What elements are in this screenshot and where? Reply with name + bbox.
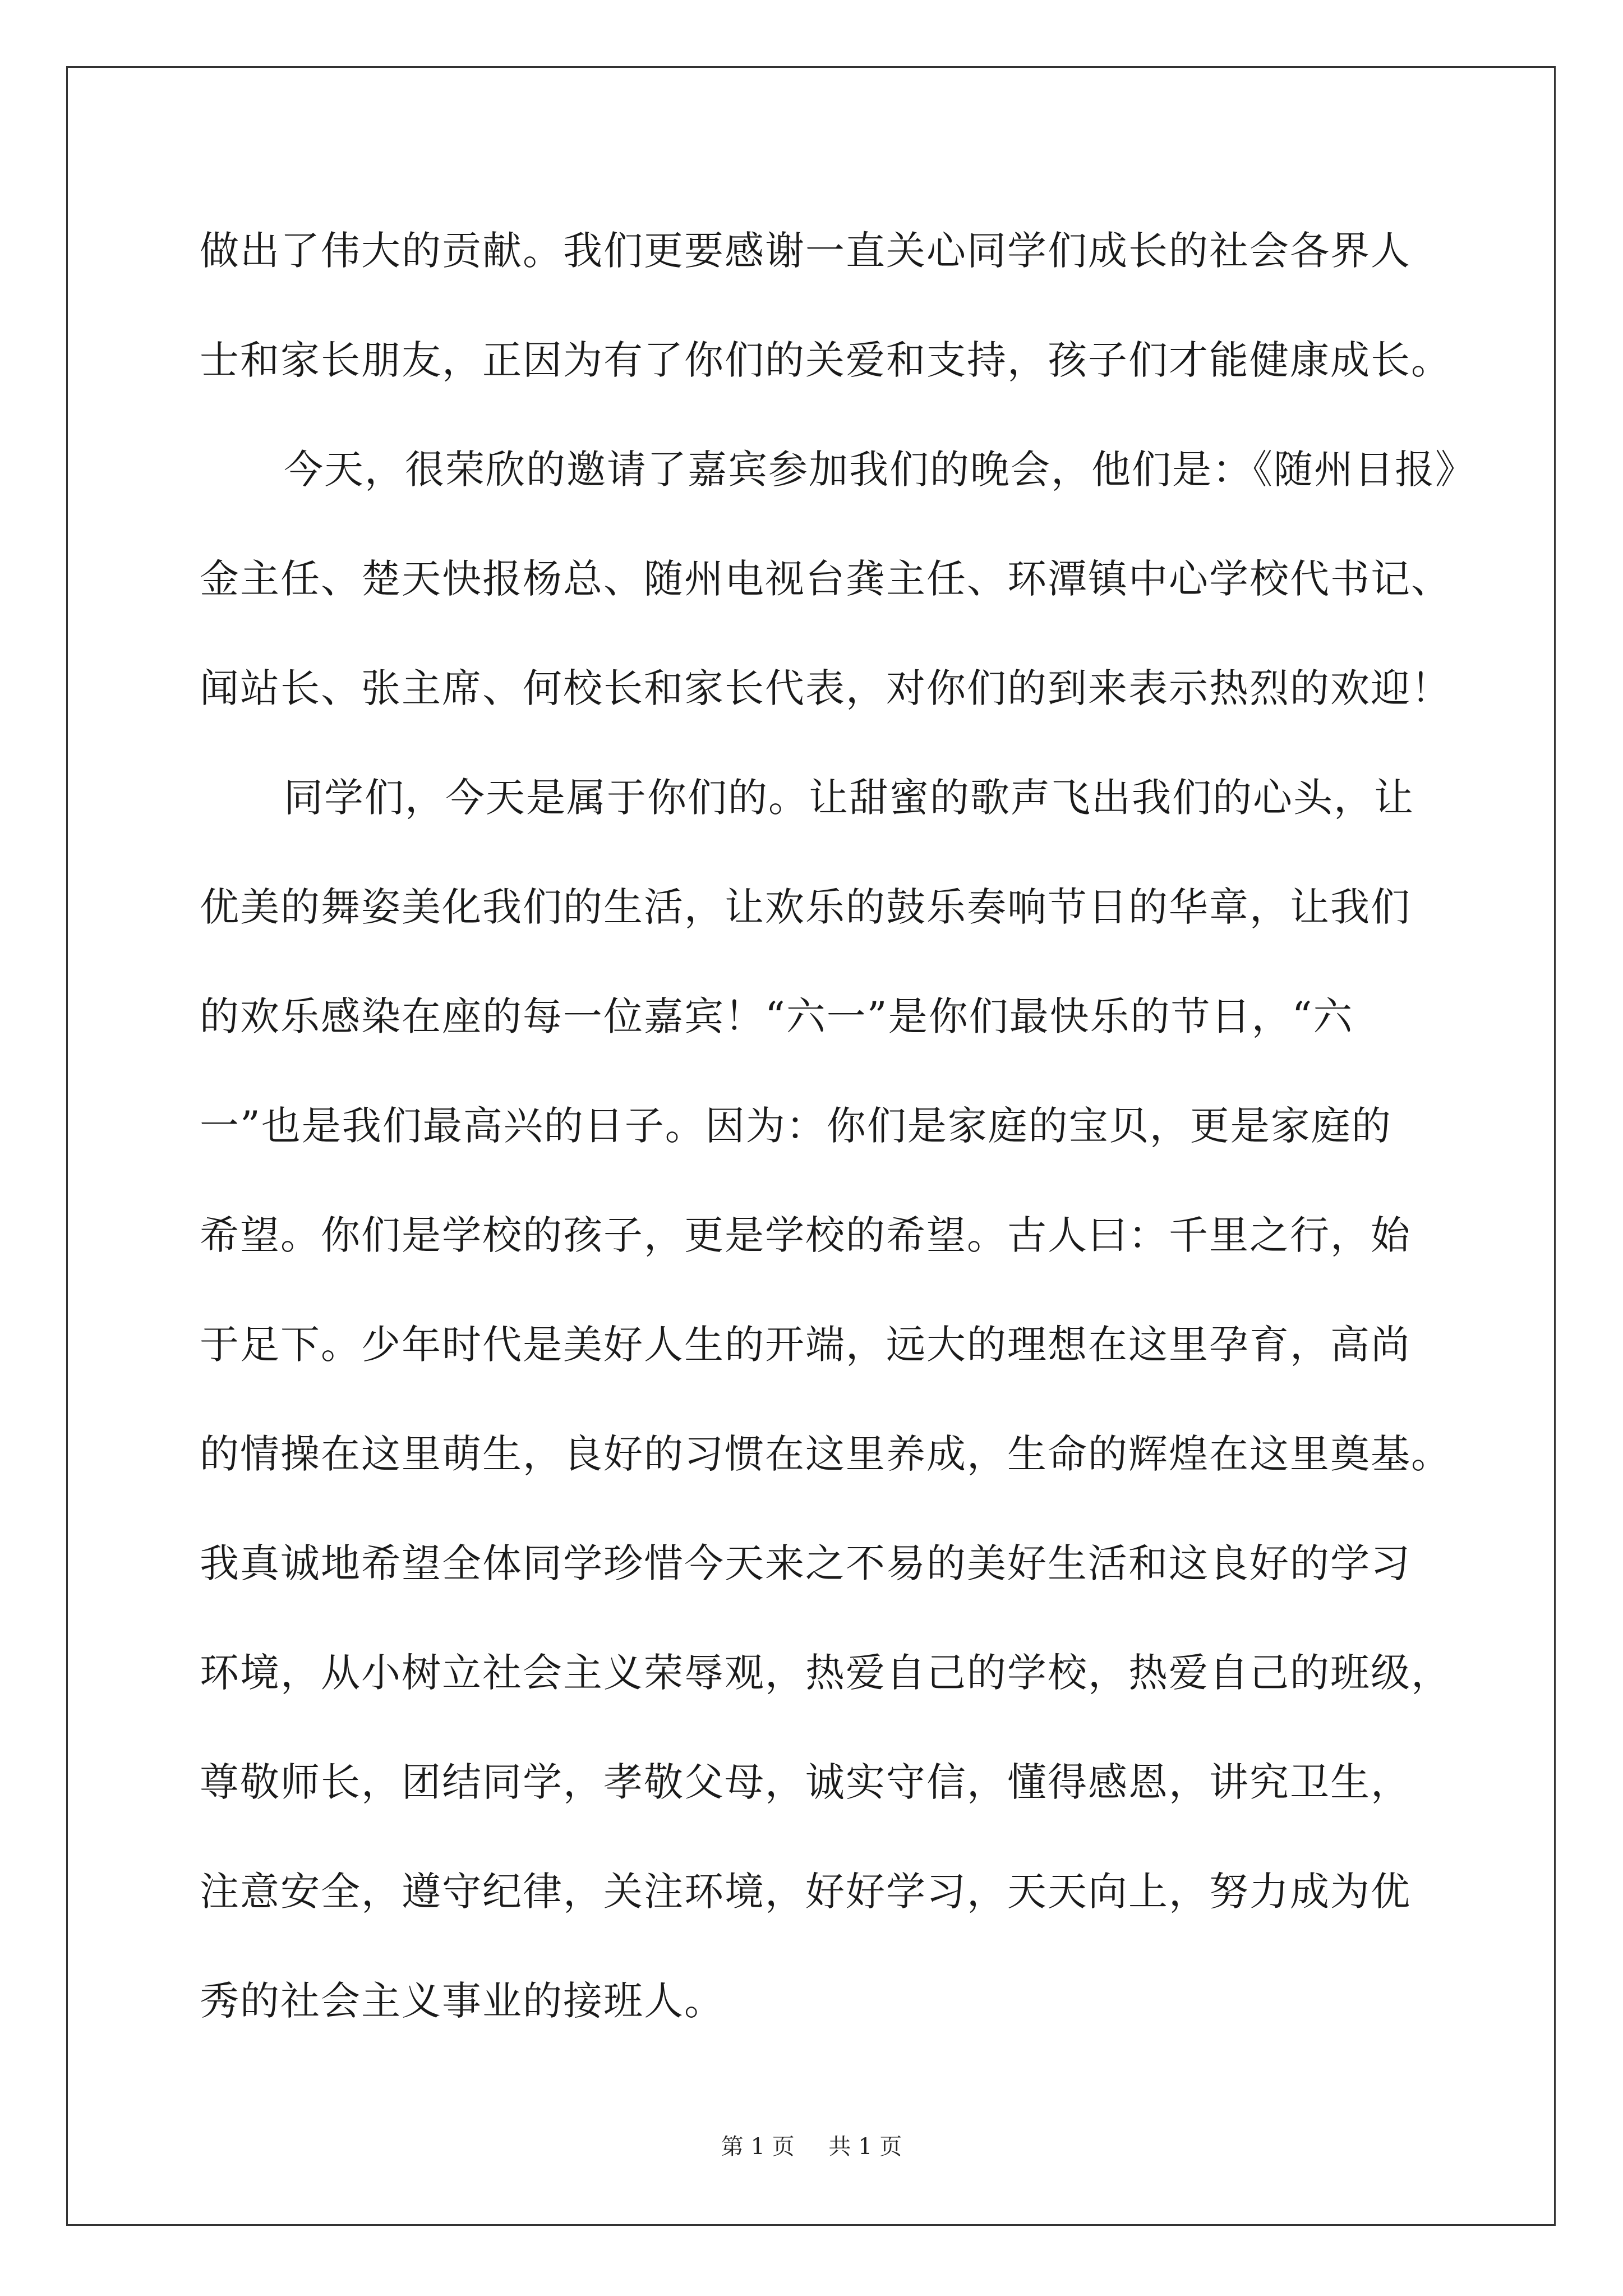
page-total: 共 1 页 (828, 2134, 902, 2160)
text-line: 士和家长朋友，正因为有了你们的关爱和支持，孩子们才能健康成长。 (200, 337, 1451, 383)
text-line: 尊敬师长，团结同学，孝敬父母，诚实守信，懂得感恩，讲究卫生， (200, 1759, 1411, 1805)
text-line: 的情操在这里萌生，良好的习惯在这里养成，生命的辉煌在这里奠基。 (200, 1431, 1451, 1477)
document-body (200, 196, 1476, 2056)
text-line: 做出了伟大的贡献。我们更要感谢一直关心同学们成长的社会各界人 (200, 228, 1411, 274)
text-line: 希望。你们是学校的孩子，更是学校的希望。古人曰：千里之行，始 (200, 1212, 1411, 1258)
page-footer (0, 2129, 1623, 2161)
text-line: 一”也是我们最高兴的日子。因为：你们是家庭的宝贝，更是家庭的 (200, 1103, 1392, 1149)
page-number: 第 1 页 (721, 2134, 795, 2160)
text-line: 同学们，今天是属于你们的。让甜蜜的歌声飞出我们的心头，让 (284, 775, 1414, 821)
text-line: 环境，从小树立社会主义荣辱观，热爱自己的学校，热爱自己的班级， (200, 1650, 1451, 1696)
text-line: 今天，很荣欣的邀请了嘉宾参加我们的晚会，他们是：《随州日报》 (284, 447, 1476, 493)
text-line: 于足下。少年时代是美好人生的开端，远大的理想在这里孕育，高尚 (200, 1322, 1411, 1368)
text-line: 优美的舞姿美化我们的生活，让欢乐的鼓乐奏响节日的华章，让我们 (200, 884, 1411, 930)
text-line: 秀的社会主义事业的接班人。 (200, 1978, 725, 2024)
text-line: 金主任、楚天快报杨总、随州电视台龚主任、环潭镇中心学校代书记、 (200, 556, 1451, 602)
text-line: 注意安全，遵守纪律，关注环境，好好学习，天天向上，努力成为优 (200, 1869, 1411, 1915)
text-line: 我真诚地希望全体同学珍惜今天来之不易的美好生活和这良好的学习 (200, 1540, 1411, 1586)
text-line: 的欢乐感染在座的每一位嘉宾！“六一”是你们最快乐的节日，“六 (200, 993, 1354, 1039)
text-line: 闻站长、张主席、何校长和家长代表，对你们的到来表示热烈的欢迎！ (200, 665, 1451, 711)
